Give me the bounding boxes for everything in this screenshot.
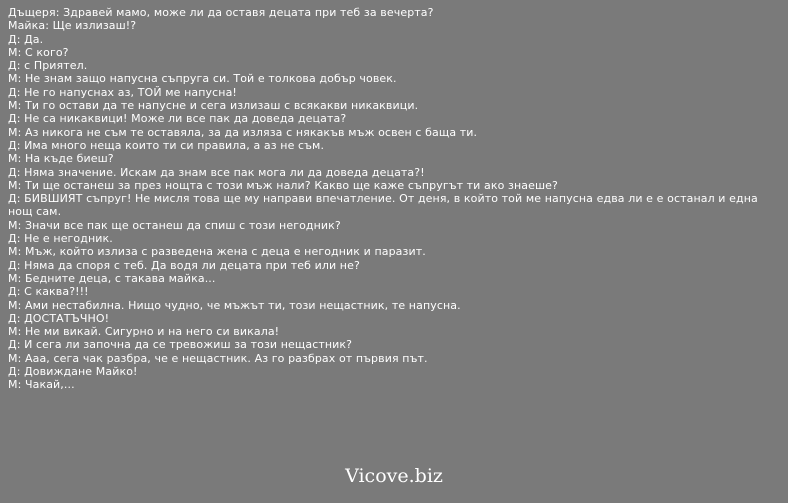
dialogue-line: Д: с Приятел. <box>8 59 88 73</box>
dialogue-line: М: Ами нестабилна. Нищо чудно, че мъжът ти, този нещастник, те напусна. <box>8 298 461 312</box>
dialogue-line: М: Ти ще останеш за през нощта с този мъж нали? Какво ще каже съпругът ти ако знаеше? <box>8 178 558 192</box>
dialogue-line: Дъщеря: Здравей мамо, може ли да оставя децата при теб за вечерта? <box>8 6 434 19</box>
dialogue-line: Д: Има много неща които ти си правила, а аз не съм. <box>8 138 325 152</box>
dialogue-line: М: Мъж, който излиза с разведена жена с деца е негодник и паразит. <box>8 245 426 259</box>
dialogue-line: Д: Да. <box>8 32 44 46</box>
dialogue-line: М: Ааа, сега чак разбра, че е нещастник. Аз го разбрах от първия път. <box>8 351 428 365</box>
dialogue-line: М: Значи все пак ще останеш да спиш с този негодник? <box>8 218 341 232</box>
dialogue-line: Д: Няма значение. Искам да знам все пак мога ли да доведа децата?! <box>8 165 425 179</box>
site-watermark: Vicove.biz <box>345 465 443 487</box>
dialogue-line: М: Не знам защо напусна съпруга си. Той е толкова добър човек. <box>8 72 397 86</box>
dialogue-line: Майка: Ще излизаш!? <box>8 19 137 33</box>
dialogue-line: М: Ти го остави да те напусне и сега излизаш с всякакви никаквици. <box>8 99 419 113</box>
dialogue-line: Д: Не го напуснах аз, ТОЙ ме напусна! <box>8 85 237 99</box>
dialogue-line: Д: ДОСТАТЪЧНО! <box>8 311 110 325</box>
dialogue-line: Д: И сега ли започна да се тревожиш за този нещастник? <box>8 338 353 352</box>
dialogue-line: Д: БИВШИЯТ съпруг! Не мисля това ще му направи впечатление. От деня, в който той ме напусна едва ли е е останал и една нощ сам. <box>8 192 758 219</box>
dialogue-text <box>8 6 780 392</box>
dialogue-line: Д: Не е негодник. <box>8 232 113 246</box>
dialogue-line: М: Чакай,... <box>8 378 75 392</box>
dialogue-line: М: С кого? <box>8 45 69 59</box>
dialogue-line: М: Бедните деца, с такава майка... <box>8 271 216 285</box>
dialogue-line: М: На къде биеш? <box>8 152 114 166</box>
dialogue-line: М: Не ми викай. Сигурно и на него си викала! <box>8 325 280 339</box>
dialogue-line: М: Аз никога не съм те оставяла, за да изляза с някакъв мъж освен с баща ти. <box>8 125 478 139</box>
dialogue-line: Д: Довиждане Майко! <box>8 365 138 379</box>
dialogue-line: Д: С каква?!!! <box>8 285 89 299</box>
dialogue-line: Д: Няма да споря с теб. Да водя ли децата при теб или не? <box>8 258 360 272</box>
dialogue-line: Д: Не са никаквици! Може ли все пак да доведа децата? <box>8 112 347 126</box>
